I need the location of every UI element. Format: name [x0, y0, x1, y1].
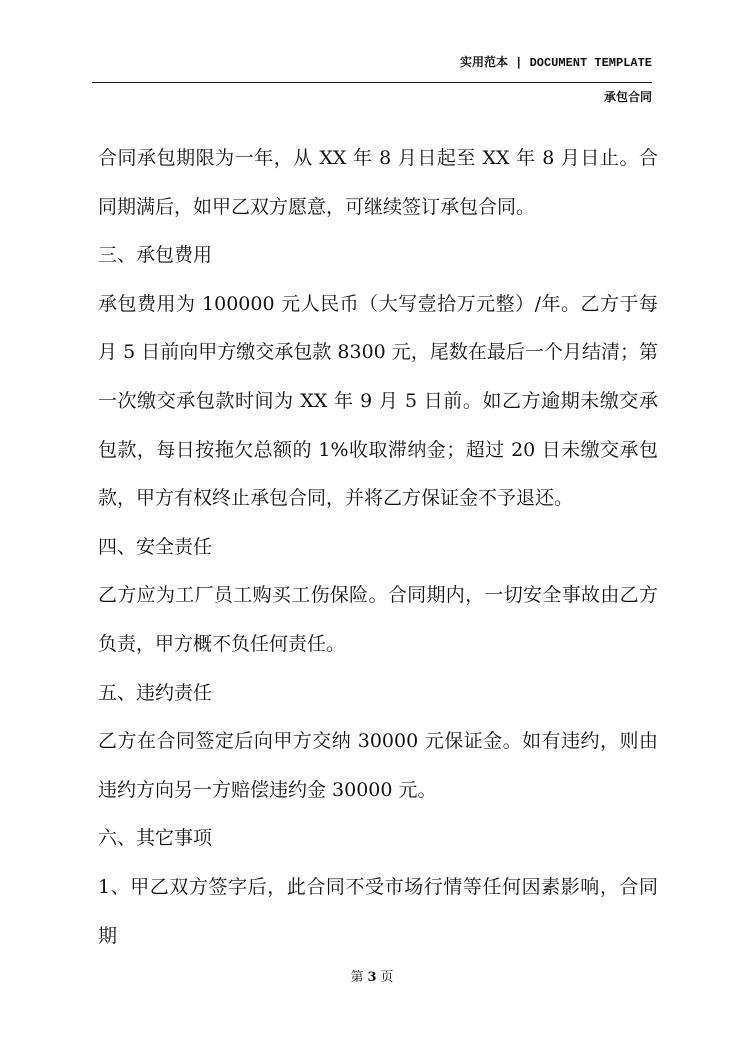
header-title: 实用范本 | DOCUMENT TEMPLATE [459, 56, 652, 70]
body-paragraph: 承包费用为 100000 元人民币（大写壹拾万元整）/年。乙方于每月 5 日前向甲方缴交承包款 8300 元，尾数在最后一个月结清；第一次缴交承包款时间为 XX 年 9 月 5 日前。如乙方逾期未缴交承包款，每日按拖欠总额的 1%收取滞纳金；超过 20 日未缴交承包款，甲方有权终止承包合同，并将乙方保证金不予退还。 [98, 292, 658, 510]
section-heading-safety: 四、安全责任 [98, 535, 213, 558]
body-paragraph: 合同承包期限为一年，从 XX 年 8 月日起至 XX 年 8 月日止。合同期满后，如甲乙双方愿意，可继续签订承包合同。 [98, 147, 658, 218]
header-subtitle: 承包合同 [603, 90, 652, 104]
section-heading-other: 六、其它事项 [98, 827, 213, 850]
page-number-prefix: 第 [350, 970, 364, 985]
document-body [98, 134, 658, 960]
header-divider [92, 82, 652, 83]
page-number-suffix: 页 [380, 970, 394, 985]
body-paragraph: 乙方应为工厂员工购买工伤保险。合同期内，一切安全事故由乙方负责，甲方概不负任何责任。 [98, 584, 658, 655]
page-number: 3 [367, 970, 377, 985]
page-footer [0, 966, 744, 985]
section-heading-fees: 三、承包费用 [98, 244, 213, 267]
body-paragraph: 1、甲乙双方签字后，此合同不受市场行情等任何因素影响，合同期 [98, 875, 658, 947]
section-heading-breach: 五、违约责任 [98, 681, 213, 704]
body-paragraph: 乙方在合同签定后向甲方交纳 30000 元保证金。如有违约，则由违约方向另一方赔偿违约金 30000 元。 [98, 730, 658, 801]
